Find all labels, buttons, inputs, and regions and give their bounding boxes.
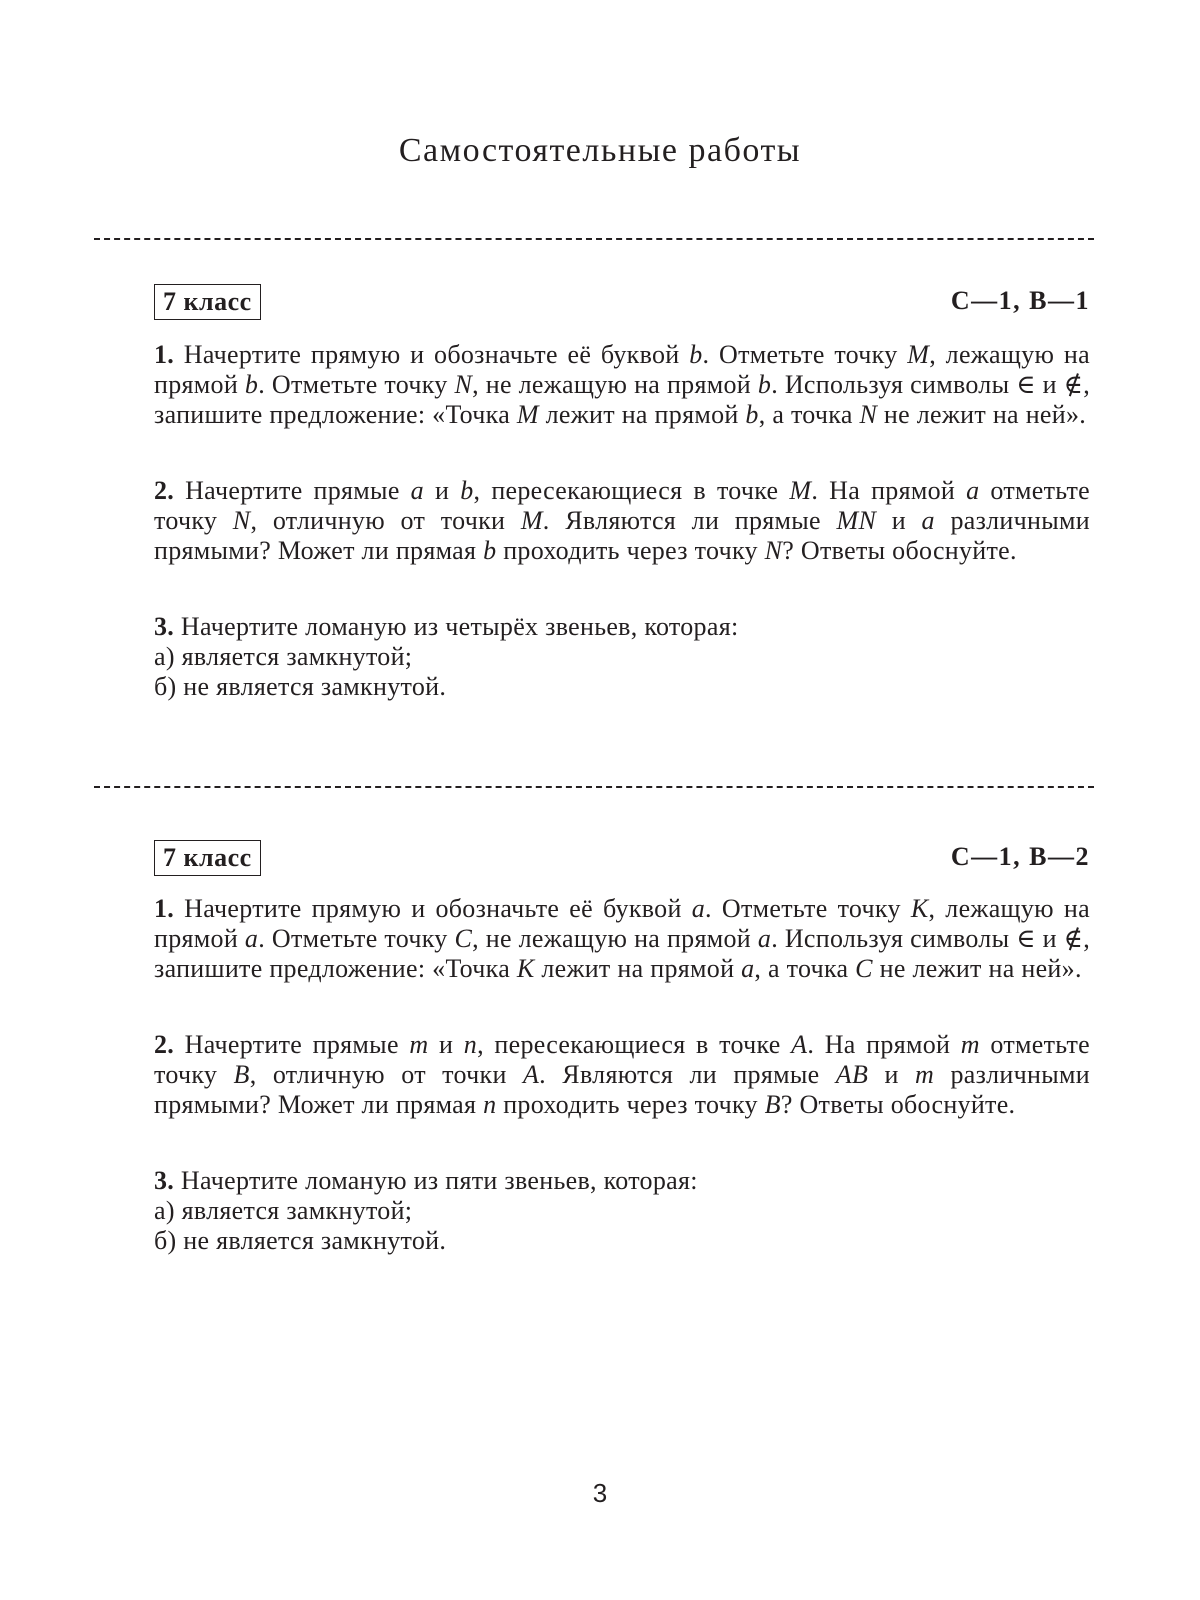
task-text: не лежит на ней». — [872, 954, 1082, 983]
variant-code: С—1, В—2 — [950, 842, 1090, 871]
math-variable: b — [244, 370, 259, 399]
task-text: Начертите прямую и обозначьте её буквой — [174, 340, 690, 369]
math-variable: m — [960, 1030, 980, 1059]
task-text: , пересекающиеся в точке — [473, 476, 790, 505]
math-variable: N — [454, 370, 473, 399]
task-text: . На прямой — [807, 1030, 961, 1059]
task-text: , пересекающиеся в точке — [477, 1030, 792, 1059]
task-text: , отличную от точки — [250, 506, 521, 535]
math-variable: a — [757, 924, 772, 953]
math-variable: b — [460, 476, 474, 505]
math-variable: K — [910, 894, 929, 923]
math-variable: M — [789, 476, 812, 505]
math-variable: N — [232, 506, 251, 535]
task-text: , лежащую на прямой — [154, 340, 1090, 399]
math-variable: m — [409, 1030, 429, 1059]
math-variable: C — [454, 924, 473, 953]
math-variable: MN — [836, 506, 877, 535]
task-text: и — [868, 1060, 916, 1089]
math-variable: a — [966, 476, 980, 505]
math-variable: B — [764, 1090, 781, 1119]
math-variable: C — [855, 954, 873, 983]
math-variable: n — [483, 1090, 497, 1119]
task-text: не лежит на ней». — [877, 400, 1087, 429]
variant-code: С—1, В—1 — [950, 286, 1090, 315]
page-title: Самостоятельные работы — [398, 132, 802, 169]
task-1 — [94, 340, 1090, 430]
task-text: . Отметьте точку — [258, 370, 455, 399]
task-option-a: а) является замкнутой; — [154, 642, 413, 671]
task-number: 3. — [154, 1166, 175, 1195]
math-variable: b — [757, 370, 772, 399]
task-text: . Используя символы ∈ и ∉, запишите предложение: «Точка — [154, 924, 1091, 983]
math-variable: a — [741, 954, 755, 983]
page-number: 3 — [592, 1478, 608, 1508]
cut-line-divider — [94, 786, 1094, 788]
task-number: 2. — [154, 476, 175, 505]
task-text: отметьте точку — [154, 476, 1090, 535]
task-text: , не лежащую на прямой — [472, 924, 758, 953]
task-text: различными прямыми? Может ли прямая — [154, 1060, 1090, 1119]
task-text: . Используя символы ∈ и ∉, запишите предложение: «Точка — [154, 370, 1091, 429]
math-variable: B — [233, 1060, 250, 1089]
task-2 — [94, 1030, 1090, 1120]
math-variable: a — [921, 506, 935, 535]
task-text: Начертите прямую и обозначьте её буквой — [174, 894, 692, 923]
math-variable: M — [520, 506, 543, 535]
cut-line-divider — [94, 238, 1094, 240]
task-text: . Являются ли прямые — [539, 1060, 836, 1089]
task-number: 2. — [154, 1030, 175, 1059]
grade-badge: 7 класс — [154, 840, 261, 876]
task-text: лежит на прямой — [534, 954, 742, 983]
task-text: Начертите прямые — [174, 476, 411, 505]
math-variable: A — [522, 1060, 540, 1089]
task-text: . Отметьте точку — [702, 340, 908, 369]
math-variable: m — [915, 1060, 935, 1089]
math-variable: a — [410, 476, 424, 505]
task-3 — [94, 1166, 1090, 1256]
math-variable: N — [859, 400, 878, 429]
task-number: 1. — [154, 340, 175, 369]
math-variable: N — [764, 536, 783, 565]
task-text: , лежащую на прямой — [154, 894, 1090, 953]
task-text: и — [428, 1030, 464, 1059]
math-variable: b — [745, 400, 759, 429]
math-variable: a — [244, 924, 259, 953]
task-text: . Являются ли прямые — [542, 506, 837, 535]
math-variable: b — [483, 536, 497, 565]
task-number: 1. — [154, 894, 175, 923]
task-text: ? Ответы обоснуйте. — [782, 536, 1017, 565]
task-option-b: б) не является замкнутой. — [154, 672, 447, 701]
task-text: Начертите ломаную из четырёх звеньев, которая: — [174, 612, 739, 641]
task-text: , а точка — [754, 954, 856, 983]
task-1 — [94, 894, 1090, 984]
math-variable: K — [516, 954, 535, 983]
task-text: отметьте точку — [154, 1030, 1090, 1089]
math-variable: A — [791, 1030, 808, 1059]
task-text: . Отметьте точку — [705, 894, 911, 923]
grade-badge: 7 класс — [154, 284, 261, 320]
task-text: и — [423, 476, 461, 505]
task-2 — [94, 476, 1090, 566]
math-variable: a — [691, 894, 706, 923]
task-option-a: а) является замкнутой; — [154, 1196, 413, 1225]
task-text: Начертите ломаную из пяти звеньев, которая: — [174, 1166, 698, 1195]
math-variable: n — [463, 1030, 478, 1059]
task-text: Начертите прямые — [174, 1030, 410, 1059]
math-variable: AB — [835, 1060, 869, 1089]
math-variable: M — [516, 400, 539, 429]
task-text: ? Ответы обоснуйте. — [780, 1090, 1016, 1119]
task-text: , не лежащую на прямой — [472, 370, 758, 399]
math-variable: M — [907, 340, 930, 369]
task-text: , отличную от точки — [249, 1060, 523, 1089]
task-option-b: б) не является замкнутой. — [154, 1226, 447, 1255]
task-number: 3. — [154, 612, 175, 641]
task-text: различными прямыми? Может ли прямая — [154, 506, 1090, 565]
task-text: и — [876, 506, 922, 535]
task-text: проходить через точку — [496, 536, 765, 565]
task-text: лежит на прямой — [538, 400, 746, 429]
task-text: . Отметьте точку — [258, 924, 455, 953]
task-text: . На прямой — [811, 476, 967, 505]
task-3 — [94, 612, 1090, 702]
task-text: , а точка — [758, 400, 860, 429]
math-variable: b — [689, 340, 703, 369]
task-text: проходить через точку — [496, 1090, 765, 1119]
